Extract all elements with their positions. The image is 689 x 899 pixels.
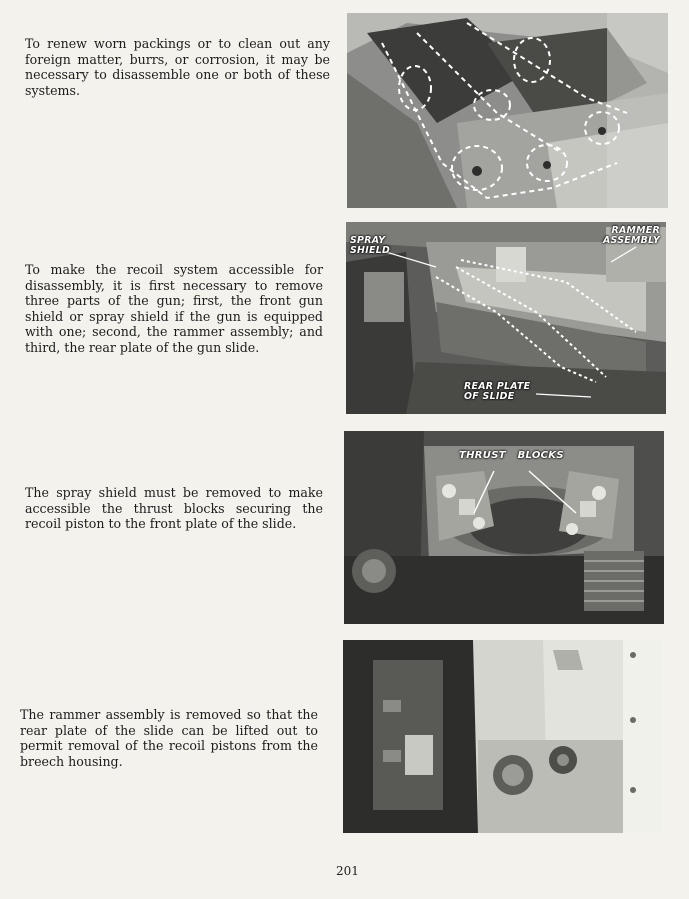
paragraph-packings: To renew worn packings or to clean out any foreign matter, burrs, or corrosion, it may be necessary to disassemble one or both of these systems. <box>25 36 330 98</box>
photo-gun-slide <box>346 222 666 414</box>
paragraph-rammer-assembly: The rammer assembly is removed so that the rear plate of the slide can be lifted out to permit removal of the recoil pistons from the breech housing. <box>20 707 318 769</box>
page-number: 201 <box>336 864 359 878</box>
thrust-blocks-callout: THRUST BLOCKS <box>459 450 564 461</box>
callout-line: SHIELD <box>350 245 391 256</box>
rear-plate-callout <box>464 382 530 402</box>
callout-line: SPRAY <box>350 235 386 246</box>
callout-line: OF SLIDE <box>464 391 515 402</box>
photo-breech-housing <box>343 640 661 833</box>
callout-line: ASSEMBLY <box>602 235 660 246</box>
spray-shield-callout <box>350 236 390 256</box>
paragraph-recoil-access: To make the recoil system accessible for disassembly, it is first necessary to remove three parts of the gun; first, the front gun shield or spray shield if the gun is equipped with one; second, the rammer assembly; and third, the rear plate of the gun slide. <box>25 262 323 355</box>
paragraph-spray-shield: The spray shield must be removed to make accessible the thrust blocks securing the recoil piston to the front plate of the slide. <box>25 485 323 532</box>
photo-recoil-cylinders <box>347 13 668 208</box>
callout-line: REAR PLATE <box>464 381 531 392</box>
rammer-assembly-callout <box>603 226 660 246</box>
callout-line: RAMMER <box>611 225 660 236</box>
photo-thrust-blocks <box>344 431 664 624</box>
